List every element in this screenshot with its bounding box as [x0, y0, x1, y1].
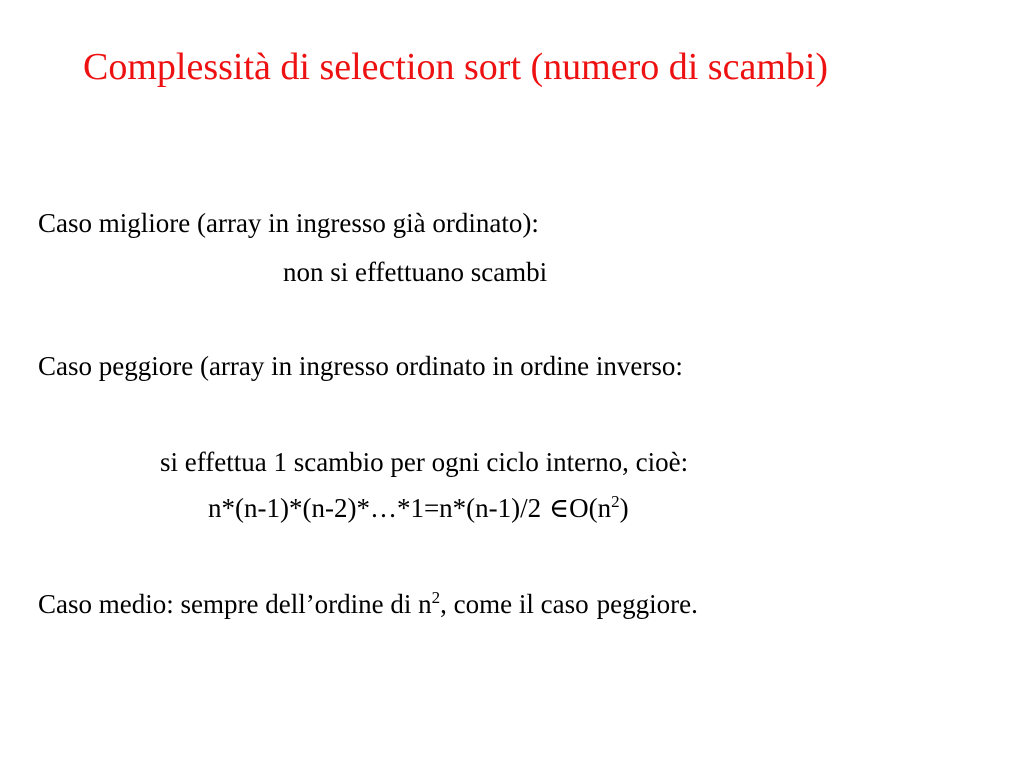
worst-case-formula — [208, 492, 629, 524]
big-o-exponent: 2 — [611, 492, 620, 511]
average-case-exponent: 2 — [431, 588, 441, 607]
best-case-detail: non si effettuano scambi — [283, 257, 548, 287]
average-case-text-after: , come il caso — [440, 589, 589, 619]
average-case-text: Caso medio: sempre dell’ordine di n — [38, 589, 432, 619]
big-o-close: ) — [619, 493, 629, 523]
formula-main: n*(n-1)*(n-2)*…*1=n*(n-1)/2 — [208, 493, 542, 523]
slide-title: Complessità di selection sort (numero di scambi) — [83, 46, 829, 88]
average-case-text-end: peggiore. — [596, 589, 698, 619]
average-case-line — [38, 588, 698, 620]
big-o-open: O(n — [569, 493, 612, 523]
worst-case-detail: si effettua 1 scambio per ogni ciclo interno, cioè: — [160, 447, 689, 477]
best-case-heading: Caso migliore (array in ingresso già ordinato): — [38, 208, 539, 238]
worst-case-heading: Caso peggiore (array in ingresso ordinato in ordine inverso: — [38, 351, 683, 381]
element-of-symbol: ∈ — [549, 493, 570, 523]
